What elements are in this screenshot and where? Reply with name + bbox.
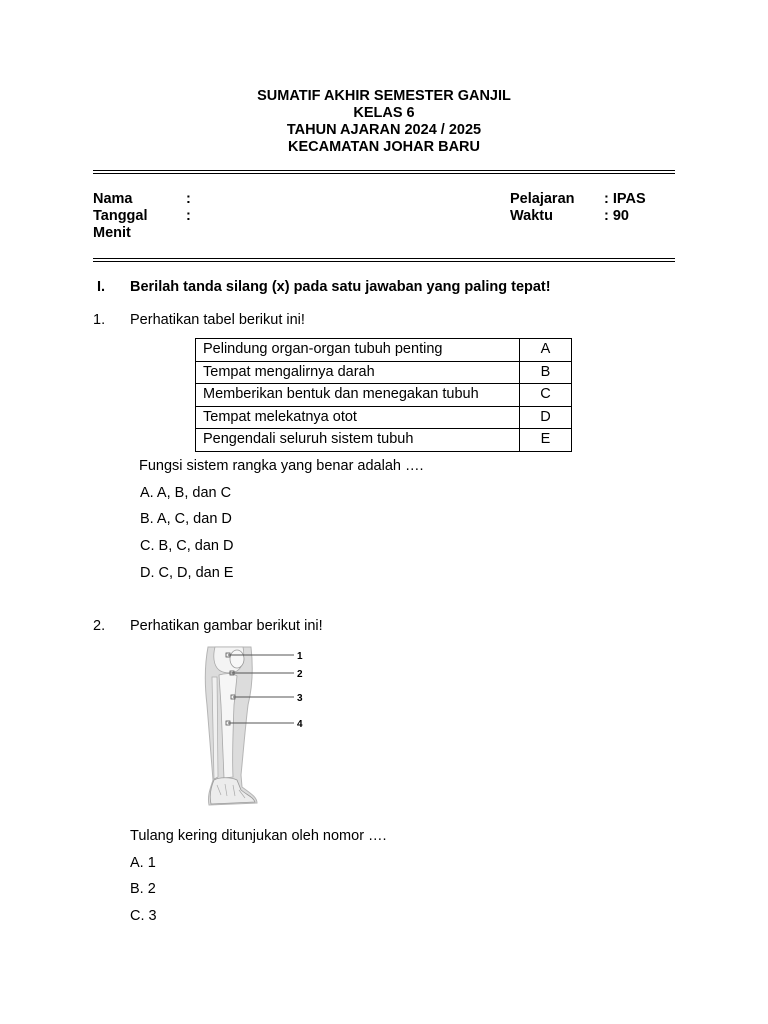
tanggal-label: Tanggal xyxy=(93,208,148,224)
table-cell-code: C xyxy=(520,384,572,407)
q1-option-a[interactable]: A. A, B, dan C xyxy=(140,485,232,501)
pelajaran-label: Pelajaran xyxy=(510,191,575,207)
table-cell-code: A xyxy=(520,339,572,362)
table-cell-text: Pengendali seluruh sistem tubuh xyxy=(196,429,520,452)
function-table xyxy=(195,338,572,452)
tanggal-colon: : xyxy=(186,208,191,224)
q1-number: 1. xyxy=(93,312,106,328)
waktu-label: Waktu xyxy=(510,208,553,224)
leg-bone-figure xyxy=(175,645,315,810)
q1-question: Fungsi sistem rangka yang benar adalah …. xyxy=(139,458,424,474)
figure-label-4: 4 xyxy=(297,719,303,730)
figure-label-3: 3 xyxy=(297,693,303,704)
waktu-value: : 90 xyxy=(604,208,629,224)
table-cell-code: B xyxy=(520,361,572,384)
title-line: KECAMATAN JOHAR BARU xyxy=(288,139,480,155)
title-line: KELAS 6 xyxy=(353,105,415,121)
q1-prompt: Perhatikan tabel berikut ini! xyxy=(130,312,305,328)
title-line: TAHUN AJARAN 2024 / 2025 xyxy=(286,122,482,138)
q2-option-a[interactable]: A. 1 xyxy=(130,855,156,871)
figure-label-1: 1 xyxy=(297,651,303,662)
table-row xyxy=(196,384,572,407)
figure-label-2: 2 xyxy=(297,669,303,680)
table-cell-text: Memberikan bentuk dan menegakan tubuh xyxy=(196,384,520,407)
table-row xyxy=(196,339,572,362)
table-cell-code: E xyxy=(520,429,572,452)
nama-colon: : xyxy=(186,191,191,207)
q2-prompt: Perhatikan gambar berikut ini! xyxy=(130,618,323,634)
leg-skeleton-illustration xyxy=(175,645,315,810)
q1-option-b[interactable]: B. A, C, dan D xyxy=(140,511,232,527)
section-instruction: Berilah tanda silang (x) pada satu jawaban yang paling tepat! xyxy=(130,279,551,295)
q1-option-d[interactable]: D. C, D, dan E xyxy=(140,565,234,581)
pelajaran-value: : IPAS xyxy=(604,191,646,207)
exam-title xyxy=(0,88,768,156)
menit-text: Menit xyxy=(93,225,131,241)
table-cell-text: Pelindung organ-organ tubuh penting xyxy=(196,339,520,362)
nama-label: Nama xyxy=(93,191,133,207)
table-row xyxy=(196,361,572,384)
title-line: SUMATIF AKHIR SEMESTER GANJIL xyxy=(257,88,511,104)
q2-number: 2. xyxy=(93,618,106,634)
table-cell-text: Tempat melekatnya otot xyxy=(196,406,520,429)
table-row xyxy=(196,406,572,429)
section-number: I. xyxy=(97,279,106,295)
divider-bottom xyxy=(93,258,675,262)
q1-option-c[interactable]: C. B, C, dan D xyxy=(140,538,234,554)
q2-question: Tulang kering ditunjukan oleh nomor …. xyxy=(130,828,387,844)
q2-option-c[interactable]: C. 3 xyxy=(130,908,157,924)
table-cell-text: Tempat mengalirnya darah xyxy=(196,361,520,384)
divider-top xyxy=(93,170,675,174)
table-cell-code: D xyxy=(520,406,572,429)
q2-option-b[interactable]: B. 2 xyxy=(130,881,156,897)
table-row xyxy=(196,429,572,452)
